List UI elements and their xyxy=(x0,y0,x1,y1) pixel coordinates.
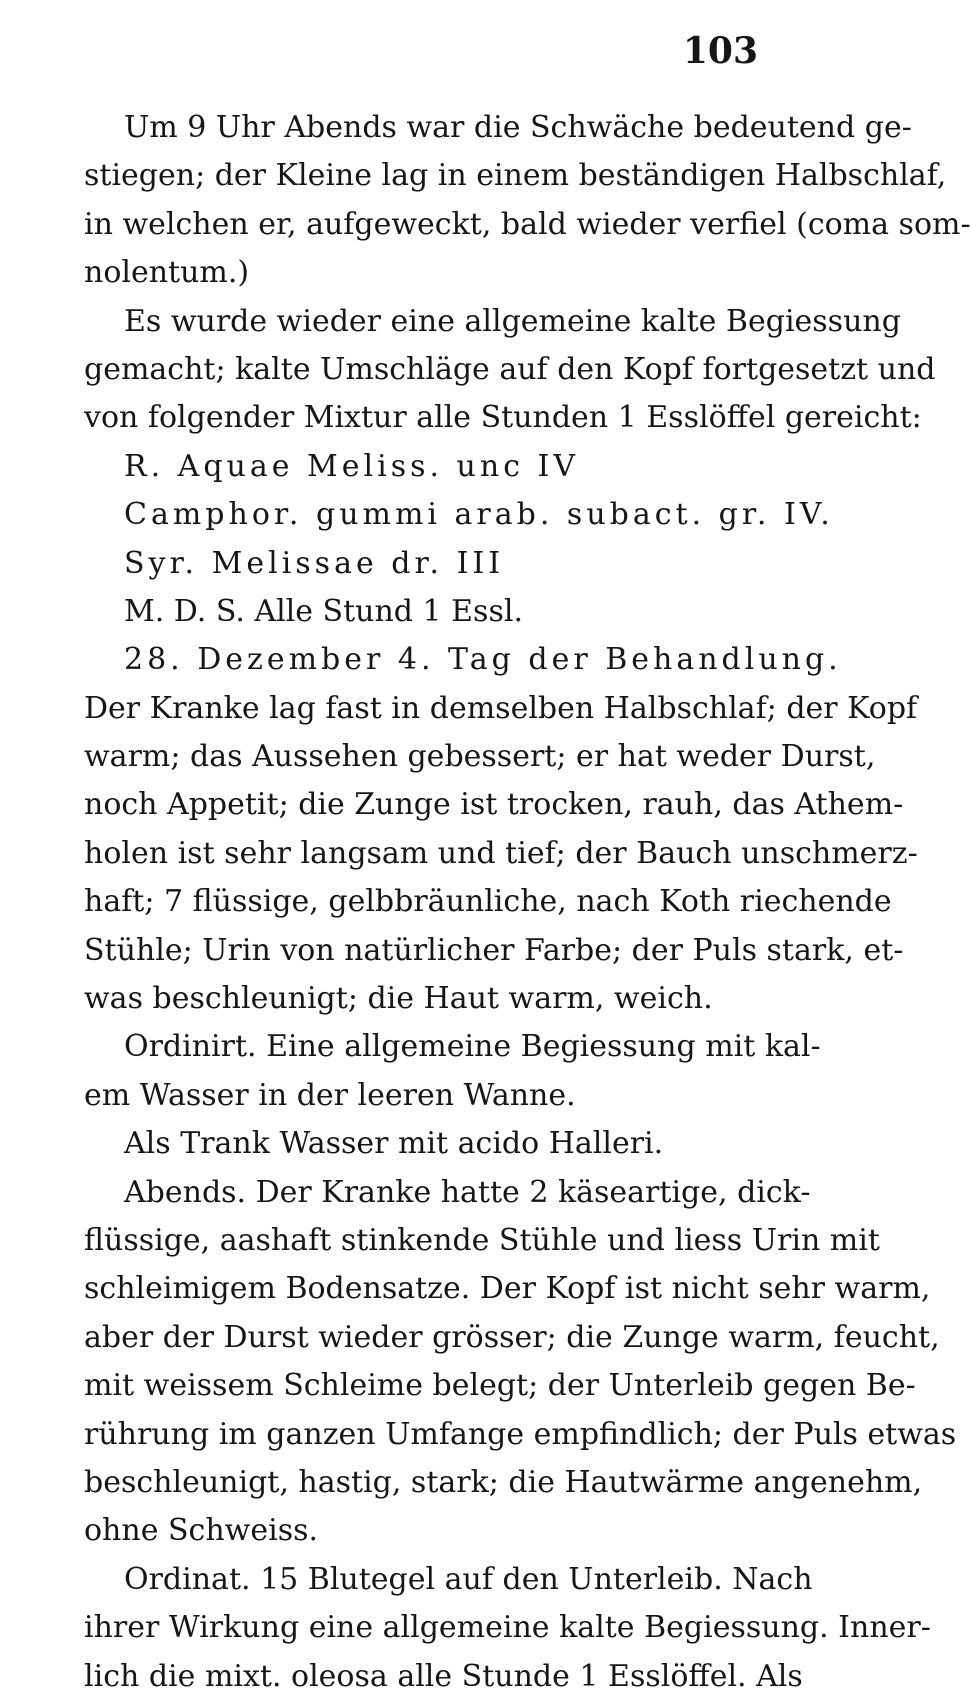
text-line: aber der Durst wieder grösser; die Zunge warm, feucht, xyxy=(84,1319,940,1355)
text-line: mit weissem Schleime belegt; der Unterleib gegen Be- xyxy=(84,1368,916,1404)
text-line: schleimigem Bodensatze. Der Kopf ist nicht sehr warm, xyxy=(84,1271,931,1307)
text-line: lich die mixt. oleosa alle Stunde 1 Esslöffel. Als xyxy=(84,1658,803,1694)
text-line: ihrer Wirkung eine allgemeine kalte Begiessung. Inner- xyxy=(84,1610,931,1646)
text-line: Stühle; Urin von natürlicher Farbe; der Puls stark, et- xyxy=(84,932,904,968)
text-line: Ordinat. 15 Blutegel auf den Unterleib. Nach xyxy=(124,1561,813,1597)
text-line: Ordinirt. Eine allgemeine Begiessung mit kal- xyxy=(124,1029,821,1065)
text-line: em Wasser in der leeren Wanne. xyxy=(84,1077,576,1113)
text-line: stiegen; der Kleine lag in einem beständigen Halbschlaf, xyxy=(84,158,947,194)
prescription-line: M. D. S. Alle Stund 1 Essl. xyxy=(124,593,523,629)
body-text xyxy=(84,104,971,1701)
section-heading: 28. Dezember 4. Tag der Behandlung. xyxy=(124,642,842,678)
text-line: was beschleunigt; die Haut warm, weich. xyxy=(84,981,713,1017)
text-line: flüssige, aashaft stinkende Stühle und liess Urin mit xyxy=(84,1222,880,1258)
prescription-line: Syr. Melissae dr. III xyxy=(124,545,505,581)
text-line: in welchen er, aufgeweckt, bald wieder verfiel (coma som- xyxy=(84,206,971,242)
text-line: Es wurde wieder eine allgemeine kalte Begiessung xyxy=(124,303,901,339)
text-line: gemacht; kalte Umschläge auf den Kopf fortgesetzt und xyxy=(84,351,936,387)
text-line: von folgender Mixtur alle Stunden 1 Esslöffel gereicht: xyxy=(84,400,922,436)
prescription-line: Camphor. gummi arab. subact. gr. IV. xyxy=(124,497,834,533)
text-line: Als Trank Wasser mit acido Halleri. xyxy=(124,1126,664,1162)
page-number: 103 xyxy=(682,30,758,72)
text-line: Um 9 Uhr Abends war die Schwäche bedeutend ge- xyxy=(124,110,912,145)
text-line: haft; 7 flüssige, gelbbräunliche, nach Koth riechende xyxy=(84,884,892,920)
text-line: nolentum.) xyxy=(84,255,250,291)
text-line: Abends. Der Kranke hatte 2 käseartige, dick- xyxy=(124,1174,811,1210)
text-line: warm; das Aussehen gebessert; er hat weder Durst, xyxy=(84,739,876,775)
prescription-line: R. Aquae Meliss. unc IV xyxy=(124,448,580,484)
text-line: holen ist sehr langsam und tief; der Bauch unschmerz- xyxy=(84,835,918,871)
text-line: rührung im ganzen Umfange empfindlich; der Puls etwas xyxy=(84,1416,957,1452)
text-line: noch Appetit; die Zunge ist trocken, rauh, das Athem- xyxy=(84,787,904,823)
text-line: Der Kranke lag fast in demselben Halbschlaf; der Kopf xyxy=(84,690,918,726)
text-line: beschleunigt, hastig, stark; die Hautwärme angenehm, xyxy=(84,1464,923,1500)
text-line: ohne Schweiss. xyxy=(84,1513,319,1549)
